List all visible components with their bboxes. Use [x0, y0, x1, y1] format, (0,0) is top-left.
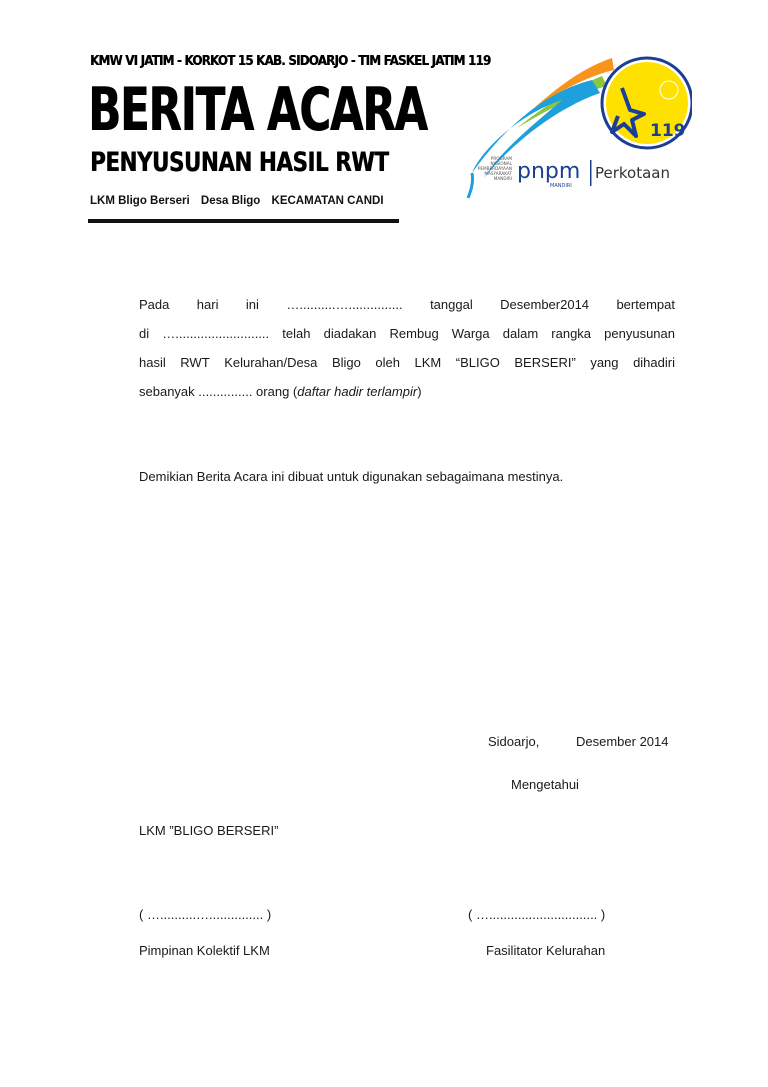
pnpm-wordmark: pnpm — [517, 159, 581, 184]
signature-date: Desember 2014 — [576, 734, 669, 749]
mengetahui-label: Mengetahui — [511, 777, 579, 792]
svg-text:NASIONAL: NASIONAL — [490, 161, 512, 166]
paragraph-word: rangka — [551, 326, 592, 341]
svg-text:PROGRAM: PROGRAM — [490, 156, 512, 161]
header-info-line — [90, 195, 392, 207]
paragraph-word: bertempat — [616, 297, 675, 312]
document-title: BERITA ACARA — [88, 75, 427, 145]
svg-text:MANDIRI: MANDIRI — [493, 176, 512, 181]
paragraph-word: Rembug — [389, 326, 439, 341]
right-signature-blank: ( ….............................. ) — [468, 907, 606, 922]
lkm-signatory: LKM ”BLIGO BERSERI” — [139, 823, 279, 838]
right-role: Fasilitator Kelurahan — [486, 943, 606, 958]
main-paragraph — [139, 290, 675, 406]
paragraph-word: oleh — [375, 355, 400, 370]
paragraph-line-3 — [139, 348, 675, 377]
pnpm-logo-graphic — [462, 48, 692, 208]
paragraph-word: ….......................... — [162, 326, 270, 341]
paragraph-word: penyusunan — [604, 326, 675, 341]
paragraph-word: dihadiri — [633, 355, 675, 370]
header-rule — [88, 219, 399, 223]
closing-statement: Demikian Berita Acara ini dibuat untuk digunakan sebagaimana mestinya. — [139, 469, 564, 484]
kecamatan-name: KECAMATAN CANDI — [271, 195, 384, 207]
signature-place: Sidoarjo, — [488, 734, 540, 749]
paragraph-line-4 — [139, 377, 675, 406]
paragraph-word: Pada — [139, 297, 170, 312]
left-signature-blank: ( …..........…............... ) — [139, 907, 272, 922]
mandiri-text: MANDIRI — [550, 183, 572, 189]
attendance-text: sebanyak ............... orang ( — [139, 384, 298, 399]
paragraph-line-2 — [139, 319, 675, 348]
attendance-note: daftar hadir terlampir — [297, 384, 418, 399]
lkm-name: LKM Bligo Berseri — [90, 195, 190, 207]
attendance-close: ) — [417, 384, 422, 399]
svg-text:PEMBERDAYAAN: PEMBERDAYAAN — [477, 166, 512, 171]
paragraph-word: di — [139, 326, 150, 341]
paragraph-word: RWT — [180, 355, 210, 370]
paragraph-word: Desember2014 — [500, 297, 590, 312]
paragraph-word: Warga — [451, 326, 490, 341]
paragraph-word: diadakan — [323, 326, 377, 341]
paragraph-word: hari — [196, 297, 219, 312]
paragraph-word: …..........…............... — [286, 297, 403, 312]
document-subtitle: PENYUSUNAN HASIL RWT — [90, 147, 389, 178]
paragraph-word: ini — [245, 297, 259, 312]
program-text — [478, 156, 513, 181]
paragraph-word: telah — [282, 326, 311, 341]
desa-name: Desa Bligo — [200, 195, 261, 207]
header-top-line: KMW VI JATIM - KORKOT 15 KAB. SIDOARJO - TIM FASKEL JATIM 119 — [90, 53, 491, 69]
paragraph-word: hasil — [139, 355, 166, 370]
paragraph-word: “BLIGO — [455, 355, 500, 370]
paragraph-word: Bligo — [331, 355, 361, 370]
paragraph-line-1 — [139, 290, 675, 319]
paragraph-word: Kelurahan/Desa — [224, 355, 318, 370]
perkotaan-text: Perkotaan — [595, 164, 671, 182]
paragraph-word: BERSERI” — [514, 355, 576, 370]
badge-number: 119 — [650, 121, 686, 141]
left-role: Pimpinan Kolektif LKM — [139, 943, 270, 958]
paragraph-word: LKM — [414, 355, 442, 370]
pnpm-mandiri-perkotaan-logo — [462, 48, 692, 208]
svg-text:MASYARAKAT: MASYARAKAT — [484, 171, 512, 176]
paragraph-word: yang — [590, 355, 619, 370]
paragraph-word: dalam — [502, 326, 539, 341]
paragraph-word: tanggal — [430, 297, 473, 312]
